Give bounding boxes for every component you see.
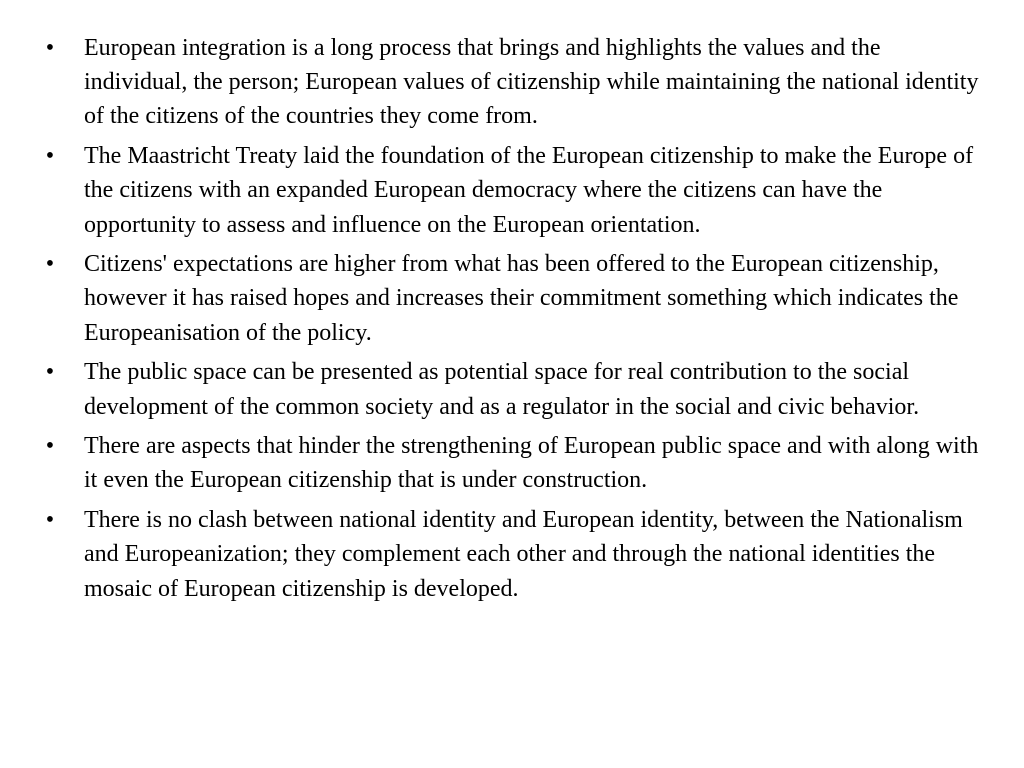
bullet-item-6 — [40, 503, 984, 606]
bullet-text: Citizens' expectations are higher from what has been offered to the European citizenship, however it has raised hopes and increases their commitment something which indicates the Europeanisation of the policy. — [84, 251, 959, 346]
bullet-item-1 — [40, 31, 984, 134]
bullet-dot-icon: • — [45, 35, 55, 61]
bullet-item-2 — [40, 139, 984, 242]
bullet-dot-icon: • — [45, 507, 55, 534]
bullet-dot-icon: • — [45, 143, 55, 170]
bullet-dot-icon: • — [45, 359, 55, 386]
bullet-text: European integration is a long process that brings and highlights the values and the individual, the person; European values of citizenship while maintaining the national identity of the citizens of the countries they come from. — [84, 35, 979, 130]
bullet-item-3 — [40, 247, 984, 350]
bullet-dot-icon: • — [45, 433, 55, 460]
bullet-item-5 — [40, 429, 984, 497]
bullet-dot-icon: • — [45, 251, 55, 278]
bullet-text: There is no clash between national identity and European identity, between the Nationalism and Europeanization; they complement each other and through the national identities the mosaic of European citizenship is developed. — [84, 507, 963, 602]
bullet-item-4 — [40, 355, 984, 423]
bullet-text: The Maastricht Treaty laid the foundation of the European citizenship to make the Europe of the citizens with an expanded European democracy where the citizens can have the opportunity to assess and influence on the European orientation. — [84, 143, 974, 238]
bullet-text: The public space can be presented as potential space for real contribution to the social development of the common society and as a regulator in the social and civic behavior. — [84, 359, 920, 420]
bullet-text: There are aspects that hinder the strengthening of European public space and with along with it even the European citizenship that is under construction. — [84, 433, 979, 494]
bullet-list — [40, 31, 984, 606]
